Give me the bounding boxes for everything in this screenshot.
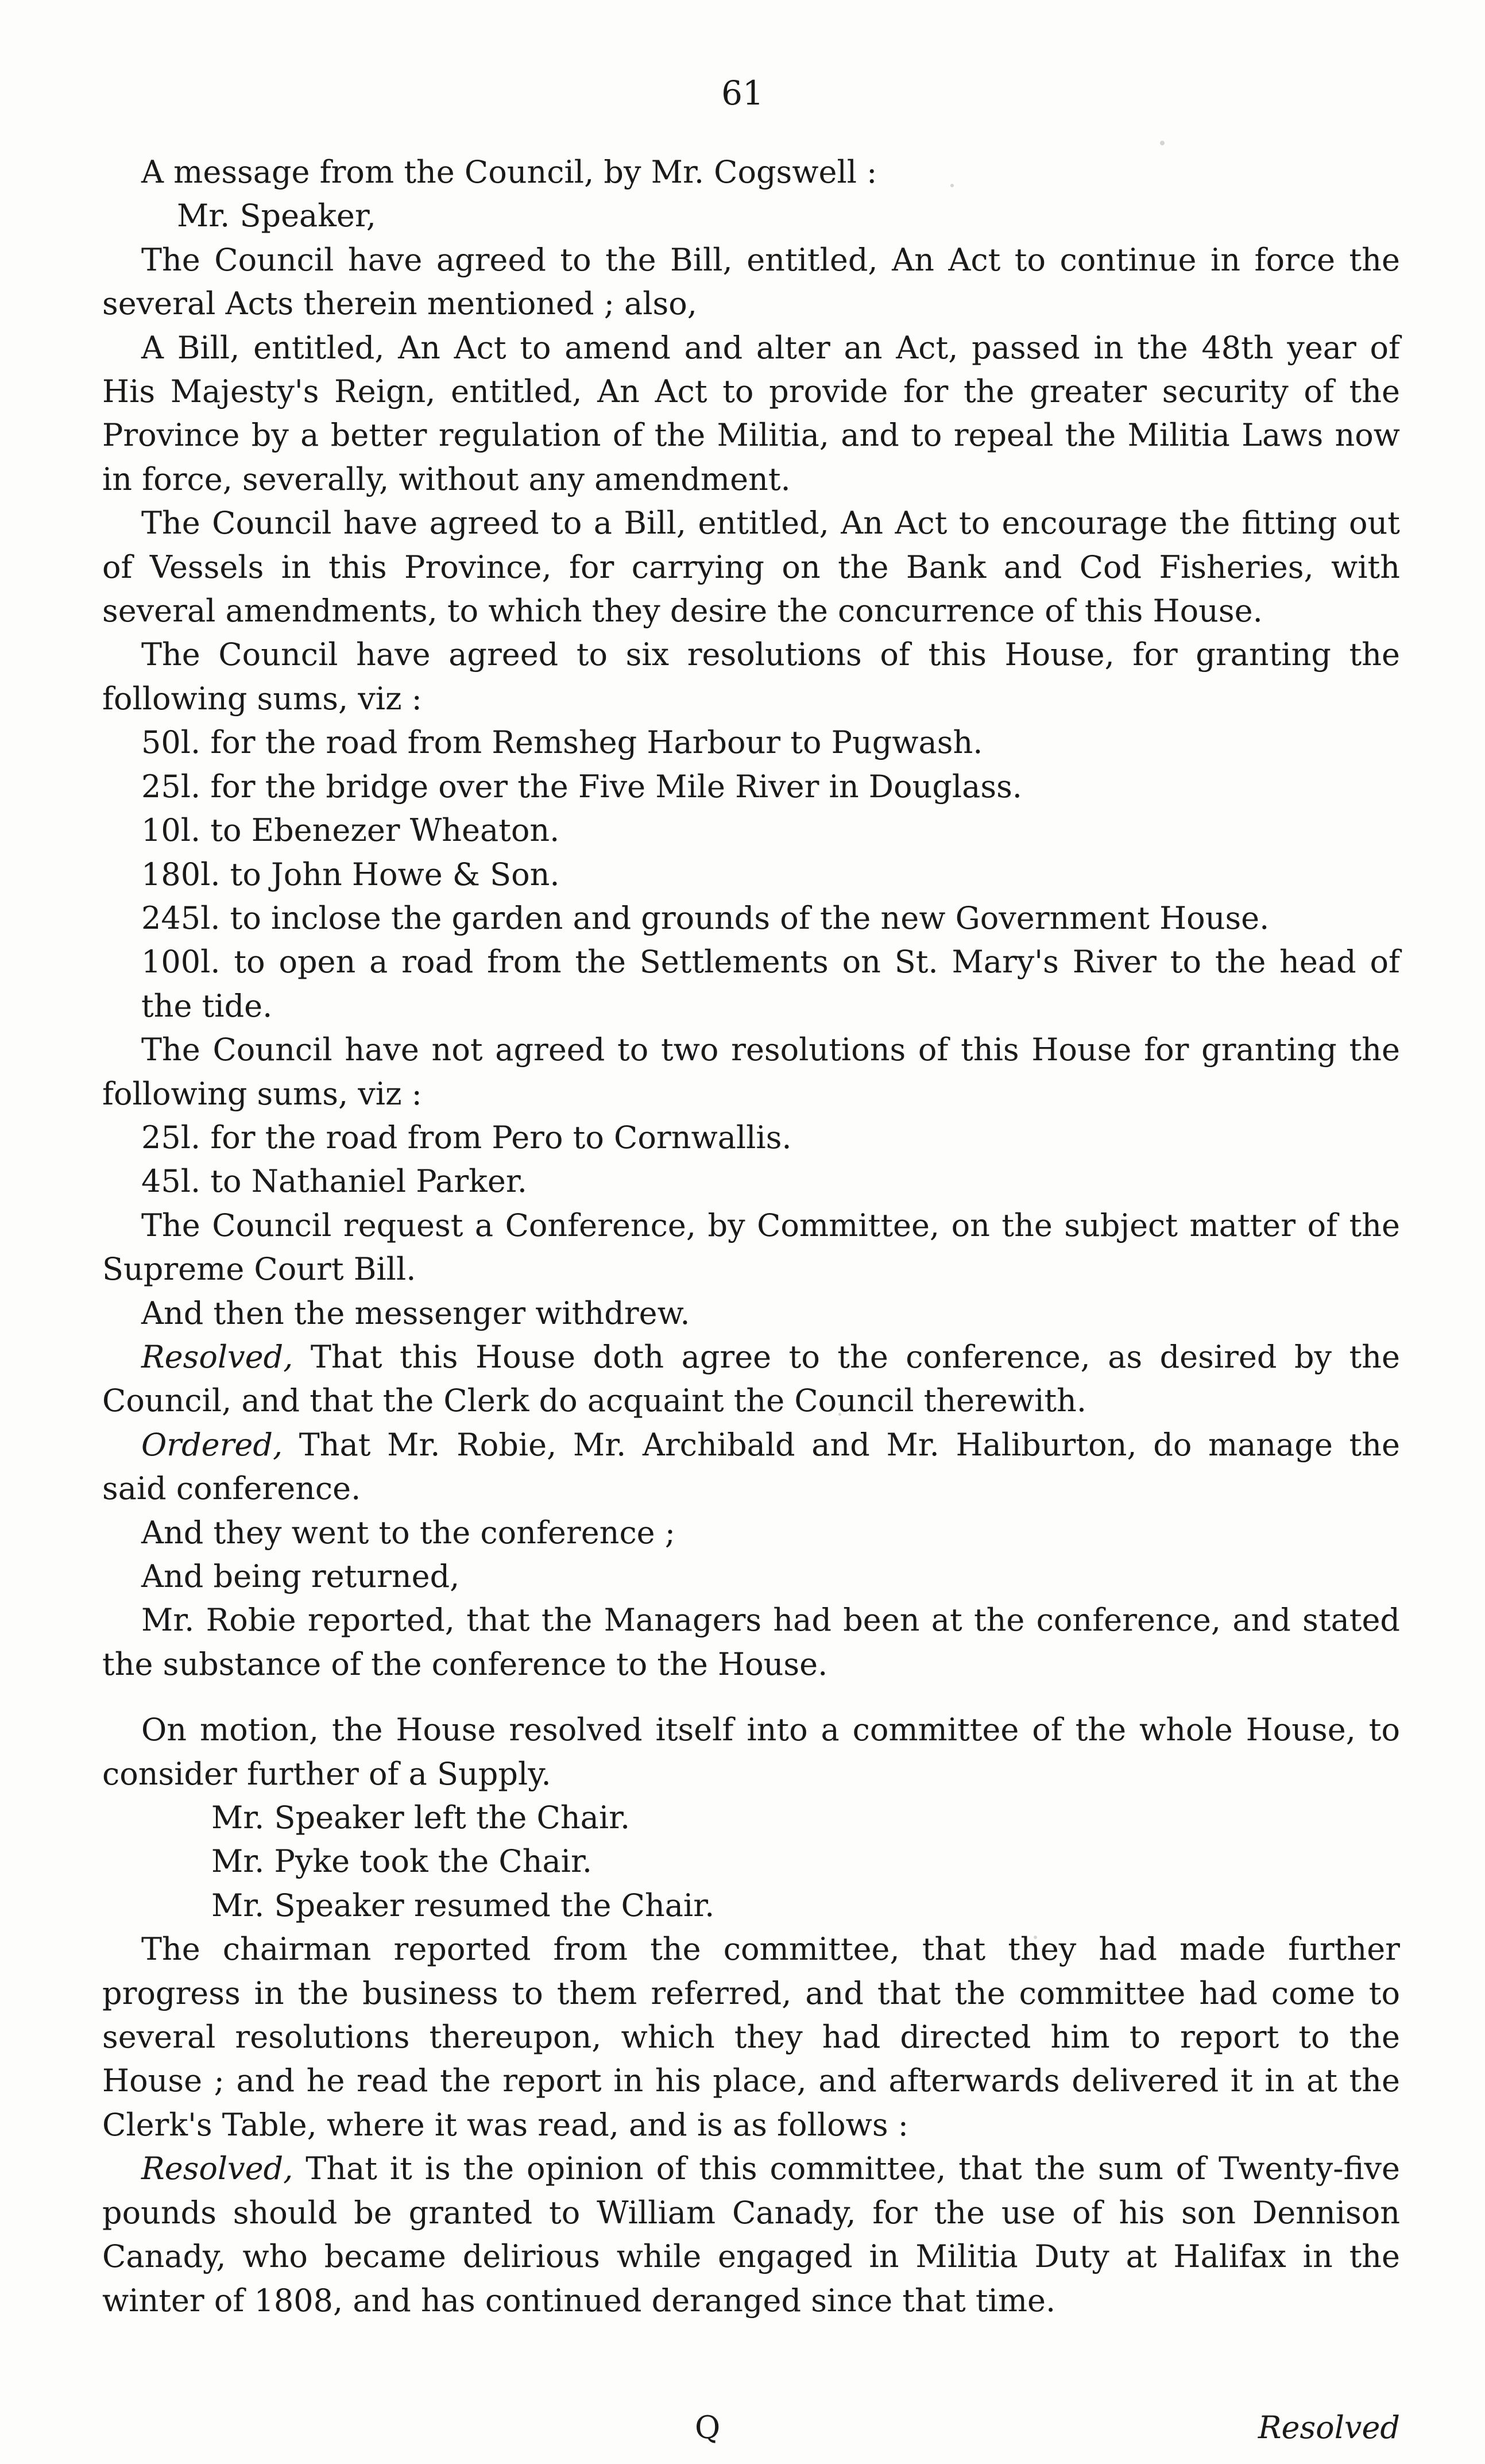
resolution-lead: Resolved, [141,2150,293,2187]
paragraph: On motion, the House resolved itself into a committee of the whole House, to consider further of a Supply. [102,1712,1400,1792]
grant-item: 180l. to John Howe & Son. [141,856,560,893]
signature-mark: Q [695,2409,721,2446]
page-footer [0,2409,1485,2444]
salutation: Mr. Speaker, [177,198,376,234]
chair-line: Mr. Speaker resumed the Chair. [211,1887,715,1924]
resolution-text: That it is the opinion of this committee, that the sum of Twenty-five pounds should be granted to William Canady, for the use of his son Dennison Canady, who became delirious while engaged in Militia Duty at Halifax in the winter of 1808, and has continued deranged since that time. [102,2150,1400,2319]
paragraph: The Council have agreed to the Bill, entitled, An Act to continue in force the several Acts therein mentioned ; also, [102,241,1400,322]
order-paragraph [102,1423,1400,1511]
message-heading: A message from the Council, by Mr. Cogswell : [141,154,877,190]
grant-item: 25l. for the road from Pero to Cornwallis. [141,1119,792,1156]
resolution-paragraph [102,1335,1400,1423]
paper-speck [1034,1936,1037,1939]
paragraph: The chairman reported from the committee, that they had made further progress in the business to them referred, and that the committee had come to several resolutions thereupon, which they had directed him to report to the House ; and he read the report in his place, and afterwards delivered it in at the Clerk's Table, where it was read, and is as follows : [102,1931,1400,2143]
paragraph: The Council request a Conference, by Committee, on the subject matter of the Supreme Court Bill. [102,1207,1400,1288]
paragraph: And then the messenger withdrew. [141,1295,690,1331]
order-lead: Ordered, [141,1426,283,1463]
catchword: Resolved [1258,2409,1400,2446]
grant-item: 245l. to inclose the garden and grounds of the new Government House. [141,899,1270,936]
paragraph: A Bill, entitled, An Act to amend and alter an Act, passed in the 48th year of His Majesty's Reign, entitled, An Act to provide for the greater security of the Province by a better regulation of the Militia, and to repeal the Militia Laws now in force, severally, without any amendment. [102,329,1400,497]
paper-speck [838,1413,841,1416]
grant-item: 50l. for the road from Remsheg Harbour to Pugwash. [141,724,983,761]
paper-speck [950,184,954,187]
paragraph: And they went to the conference ; [141,1514,675,1551]
paragraph: The Council have agreed to a Bill, entitled, An Act to encourage the fitting out of Vessels in this Province, for carrying on the Bank and Cod Fisheries, with several amendments, to which they desire the concurrence of this House. [102,505,1400,629]
grant-item: 10l. to Ebenezer Wheaton. [141,812,560,849]
grant-item: 100l. to open a road from the Settlements on St. Mary's River to the head of the tide. [141,944,1400,1024]
paragraph: The Council have not agreed to two resolutions of this House for granting the following sums, viz : [102,1032,1400,1112]
page-number: 61 [721,74,764,113]
paragraph: The Council have agreed to six resolutions of this House, for granting the following sums, viz : [102,636,1400,717]
paper-speck [1160,141,1165,145]
order-text: That Mr. Robie, Mr. Archibald and Mr. Haliburton, do manage the said conference. [102,1426,1400,1507]
resolution-paragraph [102,2147,1400,2323]
paragraph: Mr. Robie reported, that the Managers had been at the conference, and stated the substance of the conference to the House. [102,1602,1400,1682]
chair-line: Mr. Speaker left the Chair. [211,1799,631,1836]
grant-item: 25l. for the bridge over the Five Mile River in Douglass. [141,768,1022,805]
resolution-text: That this House doth agree to the conference, as desired by the Council, and that the Clerk do acquaint the Council therewith. [102,1338,1400,1419]
chair-line: Mr. Pyke took the Chair. [211,1843,593,1880]
resolution-lead: Resolved, [141,1338,293,1375]
journal-text [102,150,1400,2323]
paragraph: And being returned, [141,1558,460,1594]
grant-item: 45l. to Nathaniel Parker. [141,1163,527,1200]
